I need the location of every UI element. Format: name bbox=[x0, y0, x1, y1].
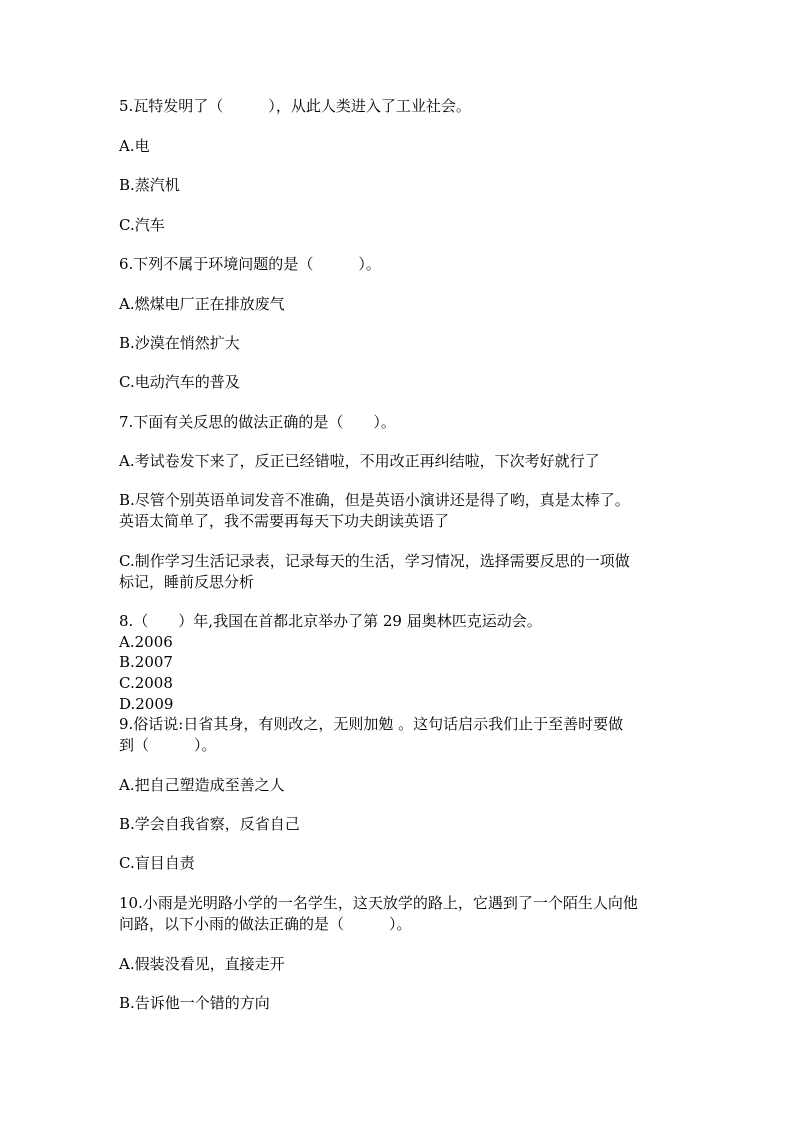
question-10-option-b: B.告诉他一个错的方向 bbox=[119, 994, 270, 1012]
question-9-option-c: C.盲目自责 bbox=[119, 854, 195, 872]
question-7-option-b: B.尽管个别英语单词发音不准确，但是英语小演讲还是得了哟，真是太棒了。 bbox=[119, 491, 630, 509]
question-9-option-b: B.学会自我省察，反省自己 bbox=[119, 815, 300, 833]
question-8-stem: 8.（ ）年,我国在首都北京举办了第 29 届奥林匹克运动会。 bbox=[119, 612, 542, 630]
question-7-option-b-cont: 英语太简单了，我不需要再每天下功夫朗读英语了 bbox=[119, 512, 450, 530]
question-7-option-a: A.考试卷发下来了，反正已经错啦，不用改正再纠结啦，下次考好就行了 bbox=[119, 452, 600, 470]
question-6-option-c: C.电动汽车的普及 bbox=[119, 373, 240, 391]
question-6-option-a: A.燃煤电厂正在排放废气 bbox=[119, 295, 285, 313]
question-7-option-c-cont: 标记，睡前反思分析 bbox=[119, 573, 255, 591]
question-8-option-b: B.2007 bbox=[119, 653, 173, 671]
question-5-option-a: A.电 bbox=[119, 137, 150, 155]
question-10-stem-cont: 问路，以下小雨的做法正确的是（ ）。 bbox=[119, 915, 412, 933]
question-8-option-a: A.2006 bbox=[119, 633, 173, 651]
question-9-option-a: A.把自己塑造成至善之人 bbox=[119, 776, 285, 794]
question-9-stem: 9.俗话说:日省其身，有则改之，无则加勉 。这句话启示我们止于至善时要做 bbox=[119, 715, 624, 733]
question-10-stem: 10.小雨是光明路小学的一名学生，这天放学的路上，它遇到了一个陌生人向他 bbox=[119, 894, 638, 912]
question-6-option-b: B.沙漠在悄然扩大 bbox=[119, 334, 240, 352]
question-7-stem: 7.下面有关反思的做法正确的是（ ）。 bbox=[119, 413, 396, 431]
question-6-stem: 6.下列不属于环境问题的是（ ）。 bbox=[119, 255, 381, 273]
question-8-option-d: D.2009 bbox=[119, 695, 174, 713]
question-8-option-c: C.2008 bbox=[119, 674, 173, 692]
question-10-option-a: A.假装没看见，直接走开 bbox=[119, 955, 285, 973]
question-7-option-c: C.制作学习生活记录表，记录每天的生活，学习情况，选择需要反思的一项做 bbox=[119, 552, 630, 570]
question-5-option-b: B.蒸汽机 bbox=[119, 176, 180, 194]
question-9-stem-cont: 到（ ）。 bbox=[119, 736, 217, 754]
question-5-stem: 5.瓦特发明了（ ），从此人类进入了工业社会。 bbox=[119, 97, 471, 115]
question-5-option-c: C.汽车 bbox=[119, 216, 165, 234]
